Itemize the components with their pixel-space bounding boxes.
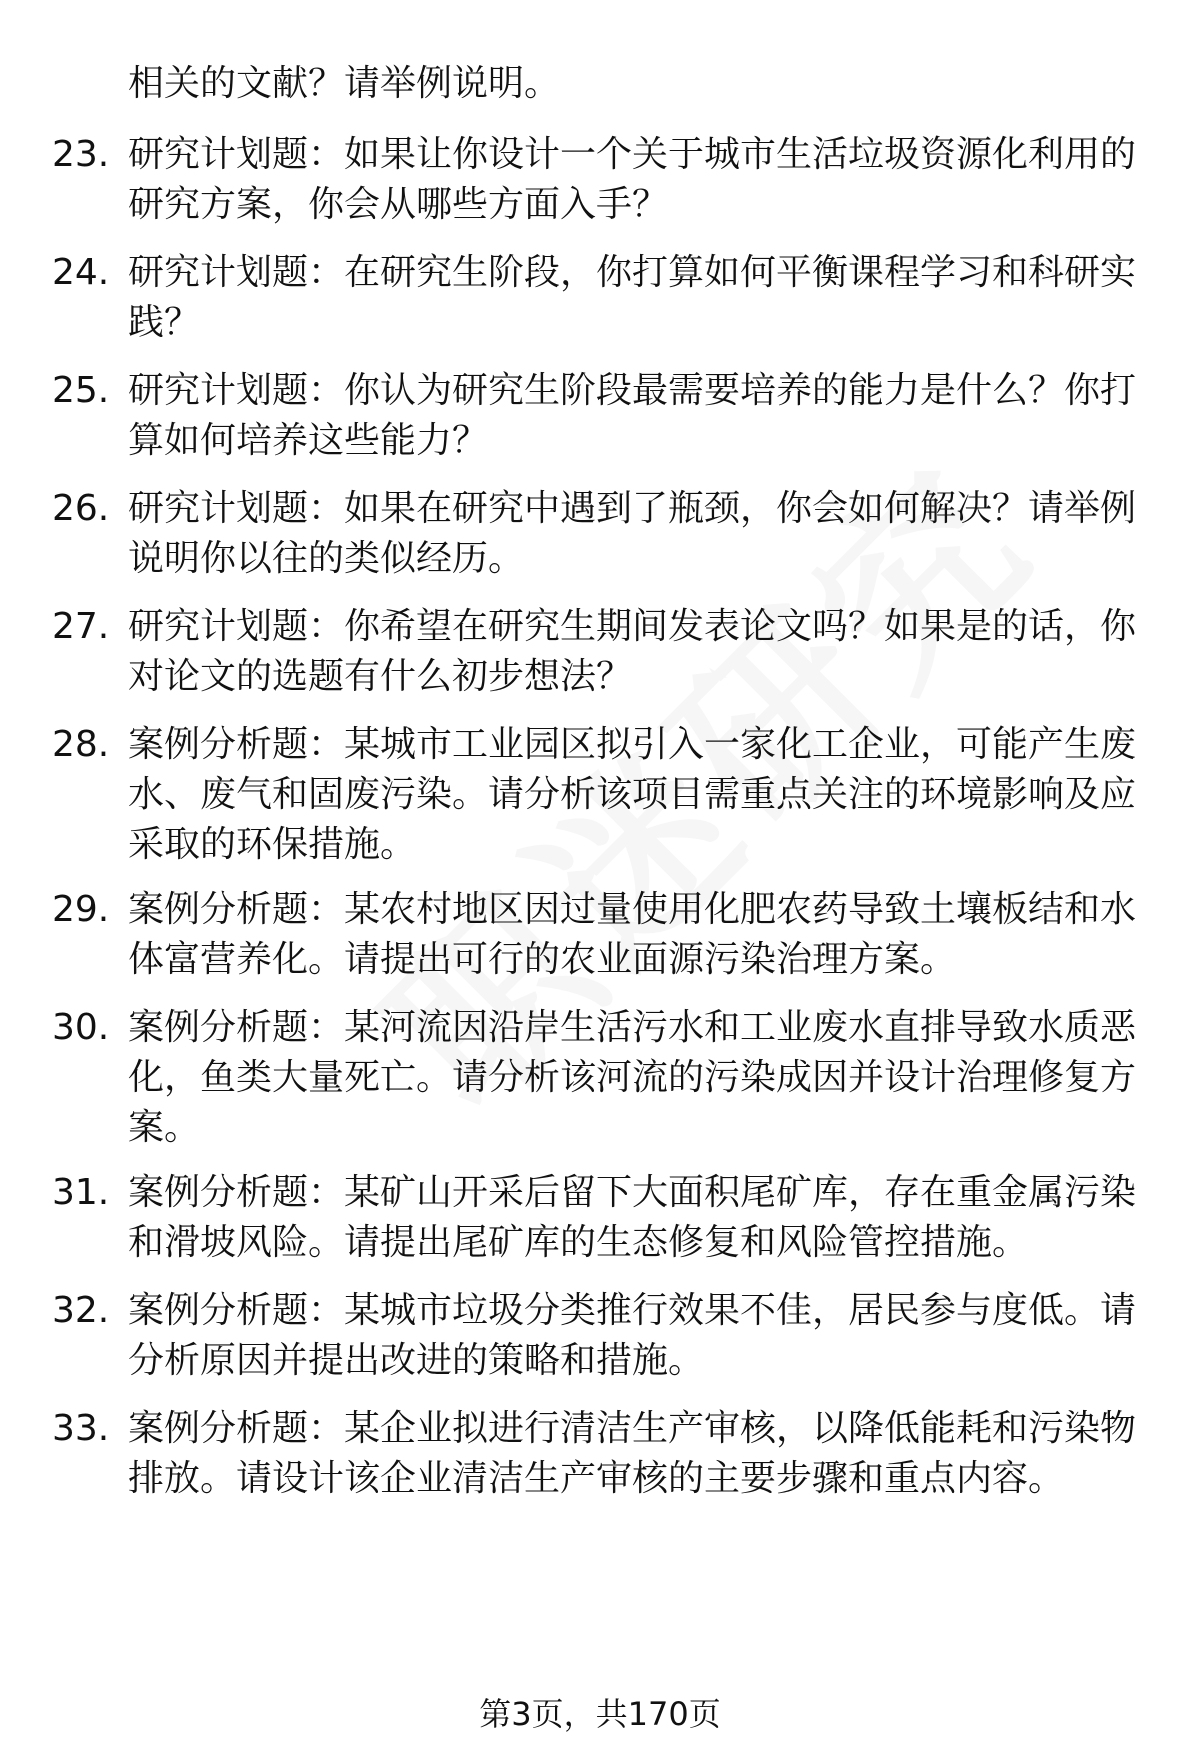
item-number: 26. — [52, 488, 110, 529]
item-text: 案例分析题：某河流因沿岸生活污水和工业废水直排导致水质恶化，鱼类大量死亡。请分析该河流的污染成因并设计治理修复方案。 — [128, 1007, 1137, 1148]
item-number: 24. — [52, 252, 110, 293]
list-item-26 — [52, 484, 1142, 584]
list-item-32 — [52, 1286, 1142, 1386]
list-item-31 — [52, 1168, 1142, 1268]
list-item-28 — [52, 720, 1142, 870]
list-item-23 — [52, 130, 1142, 230]
list-item-30 — [52, 1003, 1142, 1153]
item-number: 29. — [52, 889, 110, 930]
item-number: 27. — [52, 606, 110, 647]
list-item-27 — [52, 602, 1142, 702]
list-item-25 — [52, 366, 1142, 466]
item-text: 案例分析题：某矿山开采后留下大面积尾矿库，存在重金属污染和滑坡风险。请提出尾矿库的生态修复和风险管控措施。 — [128, 1172, 1137, 1263]
item-text: 研究计划题：你认为研究生阶段最需要培养的能力是什么？你打算如何培养这些能力？ — [128, 370, 1137, 461]
item-number: 25. — [52, 370, 110, 411]
page-footer: 第3页，共170页 — [479, 1695, 721, 1733]
item-number: 33. — [52, 1408, 110, 1449]
list-item-29 — [52, 885, 1142, 985]
item-text: 研究计划题：你希望在研究生期间发表论文吗？如果是的话，你对论文的选题有什么初步想法？ — [128, 606, 1137, 697]
item-text: 案例分析题：某城市垃圾分类推行效果不佳，居民参与度低。请分析原因并提出改进的策略和措施。 — [128, 1290, 1137, 1381]
item-text: 案例分析题：某城市工业园区拟引入一家化工企业，可能产生废水、废气和固废污染。请分析该项目需重点关注的环境影响及应采取的环保措施。 — [128, 724, 1137, 865]
item-text: 研究计划题：如果让你设计一个关于城市生活垃圾资源化利用的研究方案，你会从哪些方面入手？ — [128, 134, 1137, 225]
item-number: 30. — [52, 1007, 110, 1048]
continuation-text: 相关的文献？请举例说明。 — [128, 63, 561, 104]
item-number: 32. — [52, 1290, 110, 1331]
item-number: 28. — [52, 724, 110, 765]
item-number: 23. — [52, 134, 110, 175]
list-item-33 — [52, 1404, 1142, 1504]
item-text: 研究计划题：在研究生阶段，你打算如何平衡课程学习和科研实践？ — [128, 252, 1137, 343]
item-text: 案例分析题：某农村地区因过量使用化肥农药导致土壤板结和水体富营养化。请提出可行的农业面源污染治理方案。 — [128, 889, 1137, 980]
item-number: 31. — [52, 1172, 110, 1213]
item-text: 研究计划题：如果在研究中遇到了瓶颈，你会如何解决？请举例说明你以往的类似经历。 — [128, 488, 1137, 579]
item-text: 案例分析题：某企业拟进行清洁生产审核，以降低能耗和污染物排放。请设计该企业清洁生产审核的主要步骤和重点内容。 — [128, 1408, 1137, 1499]
list-item-24 — [52, 248, 1142, 348]
